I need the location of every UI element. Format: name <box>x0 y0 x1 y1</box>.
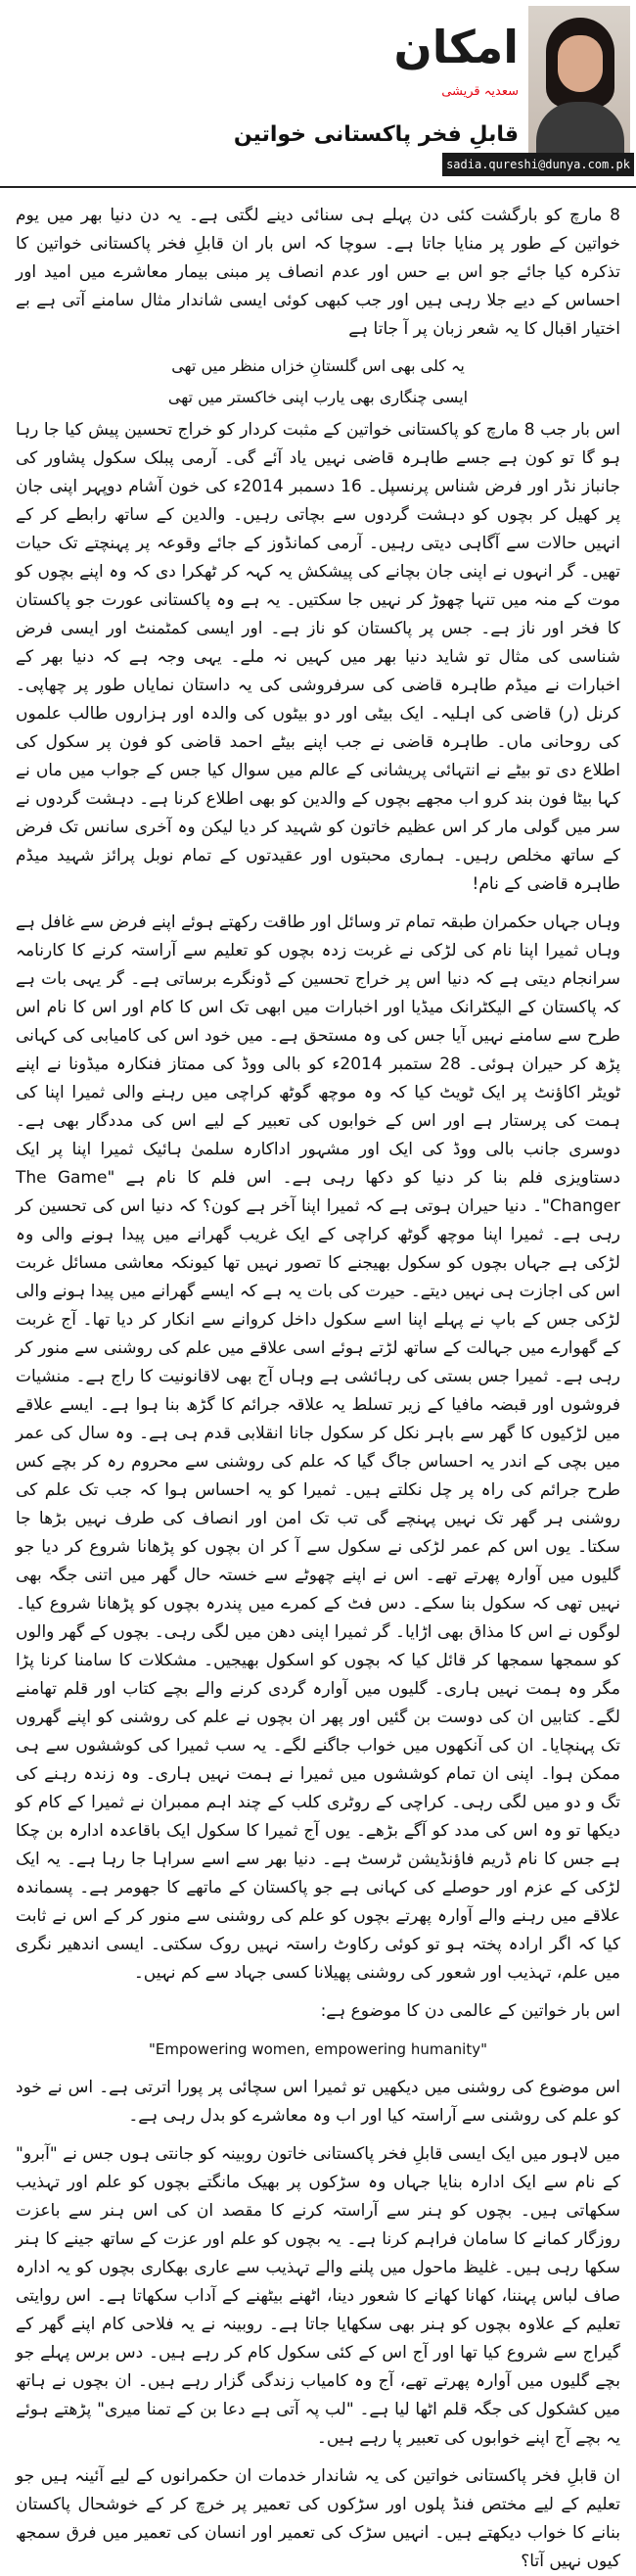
article-body <box>16 202 620 2571</box>
column-header <box>0 0 636 188</box>
author-photo <box>528 6 630 153</box>
author-photo-face <box>558 35 603 92</box>
article-title: قابلِ فخر پاکستانی خواتین <box>233 122 519 147</box>
article-paragraph-7: ان قابلِ فخر پاکستانی خواتین کی یہ شاندار خدمات ان حکمرانوں کے لیے آئینہ ہیں جو تعلیم کے لیے مختص فنڈ پلوں اور سڑکوں کی تعمیر پر خرچ کر کے خوشحال پاکستان بنانے کا خواب دیکھتے ہیں۔ انہیں سڑک کی تعمیر اور انسان کی تعمیر میں فرق سمجھ کیوں نہیں آتا؟ <box>16 2466 620 2571</box>
article-paragraph-6: میں لاہور میں ایک ایسی قابلِ فخر پاکستانی خاتون روبینہ کو جانتی ہوں جس نے "آبرو" کے نام سے ایک ادارہ بنایا جہاں وہ سڑکوں پر بھیک مانگتے بچوں کو علم اور تہذیب سکھاتی ہیں۔ بچوں کو ہنر سے آراستہ کرنے کا مقصد ان کی اس ہنر سے باعزت روزگار کمانے کا سامان فراہم کرنا ہے۔ یہ بچوں کو علم اور عزت کے ساتھ جینے کا ہنر سکھا رہی ہیں۔ غلیظ ماحول میں پلنے والے تہذیب سے عاری بھکاری بچوں کو یہ ادارہ صاف لباس پہننا، کھانا کھانے کا شعور دینا، اٹھنے بیٹھنے کے آداب سکھاتا ہے۔ اس روایتی تعلیم کے علاوہ بچوں کو ہنر بھی سکھایا جاتا ہے۔ روبینہ نے یہ فلاحی کام اپنے گھر کے گیراج سے شروع کیا تھا اور آج اس کے کئی سکول کام کر رہے ہیں۔ دس برس پہلے جو بچے گلیوں میں آوارہ پھرتے تھے، آج وہ کامیاب زندگی گزار رہے ہیں۔ ان بچوں نے ہاتھ میں کشکول کی جگہ قلم اٹھا لیا ہے۔ "لب پہ آتی ہے دعا بن کے تمنا میری" پڑھتے ہوئے یہ بچے آج اپنے خوابوں کی تعبیر پا رہے ہیں۔ <box>16 2144 620 2448</box>
article-paragraph-5: اس موضوع کی روشنی میں دیکھیں تو ثمیرا اس سچائی پر پورا اترتی ہے۔ اس نے خود کو علم کی روشنی سے آراستہ کیا اور اب وہ معاشرے کو بدل رہی ہے۔ <box>16 2078 620 2126</box>
author-name: سعدیہ قریشی <box>441 84 519 99</box>
column-brand: امکان <box>393 21 519 73</box>
article-paragraph-3: وہاں جہاں حکمران طبقہ تمام تر وسائل اور طاقت رکھتے ہوئے اپنے فرض سے غافل ہے وہاں ثمیرا اپنا نام کی لڑکی نے غربت زدہ بچوں کو تعلیم سے آراستہ کرنے کا کارنامہ سرانجام دیتی ہے کہ دنیا اس پر خراج تحسین کے ڈونگرے برساتی ہے۔ گر یہی بات ہے کہ پاکستان کے الیکٹرانک میڈیا اور اخبارات میں ابھی تک اس کا کام اور اس کا نام اس طرح سے سامنے نہیں آیا جس کی وہ مستحق ہے۔ میں خود اس کی کامیابی کی کہانی پڑھ کر حیران ہوئی۔ 28 ستمبر 2014ء کو بالی ووڈ کی ممتاز فنکارہ میڈونا نے اپنے ٹویٹر اکاؤنٹ پر ایک ٹویٹ کیا کہ وہ موچھ گوٹھ کراچی میں رہنے والی ثمیرا اپنا کی ہمت کی پرستار ہے اور اس کے خوابوں کی تعبیر کے لیے اس کی مددگار بھی ہے۔ دوسری جانب بالی ووڈ کی ایک اور مشہور اداکارہ سلمیٰ ہائیک ثمیرا اپنا پر ایک دستاویزی فلم بنا کر دنیا کو دکھا رہی ہے۔ اس فلم کا نام ہے "The Game Changer"۔ دنیا حیران ہوتی ہے کہ ثمیرا اپنا آخر ہے کون؟ کہ دنیا اس کی تحسین کر رہی ہے۔ ثمیرا اپنا موچھ گوٹھ کراچی کے ایک غریب گھرانے میں پیدا ہونے والی وہ لڑکی ہے جہاں بچوں کو سکول بھیجنے کا تصور نہیں تھا کیونکہ معاشی مسائل غربت اس کی اجازت ہی نہیں دیتے۔ حیرت کی بات یہ ہے کہ ایسے گھرانے میں پیدا ہونے والی لڑکی جس کے باپ نے پہلے اپنا اسے سکول داخل کروانے سے انکار کر دیا تھا۔ آج غربت کے گھوارے میں جہالت کے ساتھ لڑتے ہوئے اسی علاقے میں علم کی روشنی سے منور کر رہی ہے۔ ثمیرا جس بستی کی رہائشی ہے وہاں آج بھی لاقانونیت کا راج ہے۔ منشیات فروشوں اور قبضہ مافیا کے زیر تسلط یہ علاقہ جرائم کا گڑھ بنا ہوا ہے۔ ایسے علاقے میں لڑکیوں کا گھر سے باہر نکل کر سکول جانا انقلابی قدم ہی ہے۔ وہ سال کی عمر میں بچی کے اندر یہ احساس جاگ گیا کہ علم کی روشنی سے محروم رہ کر بچے کس طرح جرائم کی راہ پر چل نکلتے ہیں۔ ثمیرا کو یہ احساس ہوا کہ جب تک علم کی روشنی ہر گھر تک نہیں پہنچے گی تب تک امن اور انصاف کی طرف نہیں بڑھا جا سکتا۔ یوں اس کم عمر لڑکی نے سکول سے آ کر ان بچوں کو پڑھانا شروع کر دیا جو گلیوں میں آوارہ پھرتے تھے۔ اس نے اپنے چھوٹے سے خستہ حال گھر میں اتنی جگہ بھی نہیں تھی کہ سکول بنا سکے۔ دس فٹ کے کمرے میں پندرہ بچوں کو پڑھانا شروع کیا۔ لوگوں نے اس کا مذاق بھی اڑایا۔ گر ثمیرا اپنی دھن میں لگی رہی۔ بچوں کے گھر والوں کو سمجھا سمجھا کر قائل کیا کہ بچوں کو اسکول بھیجیں۔ مشکلات کا سامنا کرنا پڑا مگر وہ ہمت نہیں ہاری۔ گلیوں میں آوارہ گردی کرنے والے بچے کتاب اور قلم تھامنے لگے۔ کتابیں ان کی دوست بن گئیں اور پھر ان بچوں نے علم کی روشنی کو اپنے گھروں تک پہنچایا۔ ان کی آنکھوں میں خواب جاگنے لگے۔ یہ سب ثمیرا کی کوششوں سے ہی ممکن ہوا۔ اپنی ان تمام کوششوں میں ثمیرا نے ہمت نہیں ہاری۔ وہ زندہ رہنے کی تگ و دو میں لگی رہی۔ کراچی کے روٹری کلب کے چند اہم ممبران نے ثمیرا کے کام کو دیکھا تو وہ اس کی مدد کو آگے بڑھے۔ یوں آج ثمیرا کا سکول ایک باقاعدہ ادارہ بن چکا ہے جس کا نام ڈریم فاؤنڈیشن ٹرسٹ ہے۔ دنیا بھر سے اسے سراہا جا رہا ہے۔ یہ ایک لڑکی کے عزم اور حوصلے کی کہانی ہے جو پاکستان کے ماتھے کا جھومر ہے۔ پسماندہ علاقے میں رہنے والے آوارہ پھرتے بچوں کو علم کی روشنی سے منور کر کے اس نے ثابت کیا کہ اگر ارادہ پختہ ہو تو کوئی رکاوٹ راستہ نہیں روک سکتی۔ ایسی اندھیر نگری میں علم، تہذیب اور شعور کی روشنی پھیلانا کسی جہاد سے کم نہیں۔ <box>16 913 620 1983</box>
article-paragraph-4: اس بار خواتین کے عالمی دن کا موضوع ہے: <box>320 2001 620 2021</box>
article-paragraph-1: 8 مارچ کو بارگشت کئی دن پہلے ہی سنائی دینے لگتی ہے۔ یہ دن دنیا بھر میں یوم خواتین کے طور پر منایا جاتا ہے۔ سوچا کہ اس بار ان قابلِ فخر پاکستانی خواتین کا تذکرہ کیا جائے جو اس بے حس اور عدم انصاف پر مبنی بیمار معاشرے میں امید اور احساس کے دیے جلا رہی ہیں اور جب کبھی کوئی ایسی شاندار مثال سامنے آتی ہے بے اختیار اقبال کا یہ شعر زبان پر آ جاتا ہے <box>16 206 620 339</box>
poetry-verse-2: ایسی چنگاری بھی یارب اپنی خاکستر میں تھی <box>167 388 469 406</box>
article-paragraph-2: اس بار جب 8 مارچ کو پاکستانی خواتین کے مثبت کردار کو خراج تحسین پیش کیا جا رہا ہو گا تو کون ہے جسے طاہرہ قاضی نہیں یاد آئے گی۔ آرمی پبلک سکول پشاور کی جانباز نڈر اور فرض شناس پرنسپل۔ 16 دسمبر 2014ء کی خون آشام دوپہر اپنی جان پر کھیل کر بچوں کو دہشت گردوں سے بچاتی رہیں۔ والدین کے ساتھ رابطے کر کے انہیں حالات سے آگاہی دیتی رہیں۔ آرمی کمانڈوز کے جائے وقوعہ پر پہنچتے تک حیات تھیں۔ گر انہوں نے اپنی جان بچانے کی پیشکش یہ کہہ کر ٹھکرا دی کہ وہ اپنے بچوں کو موت کے منہ میں تنہا چھوڑ کر نہیں جا سکتیں۔ یہ ہے وہ پاکستانی عورت جو پاکستان کا فخر اور ناز ہے۔ جس پر پاکستان کو ناز ہے۔ اور ایسی کمٹمنٹ اور ایسی فرض شناسی کی مثال تو شاید دنیا بھر میں کہیں نہ ملے۔ یہی وجہ ہے کہ دنیا بھر کے اخبارات نے میڈم طاہرہ قاضی کی سرفروشی کی یہ داستان نمایاں طور پر چھاپی۔ کرنل (ر) قاضی کی اہلیہ۔ ایک بیٹی اور دو بیٹوں کی والدہ اور ہزاروں طالب علموں کی روحانی ماں۔ طاہرہ قاضی نے جب اپنے بیٹے احمد قاضی کو فون پر سکول کی اطلاع دی تو بیٹے نے انتہائی پریشانی کے عالم میں سوال کیا جس کے جواب میں ماں نے کہا بیٹا فون بند کرو اب مجھے بچوں کے والدین کو بھی اطلاع کرنا ہے۔ دہشت گردوں نے سر میں گولی مار کر اس عظیم خاتون کو شہید کر دیا لیکن وہ آخری سانس تک فرض کے ساتھ مخلص رہیں۔ ہماری محبتوں اور عقیدتوں کے تمام نوبل پرائز شہید میڈم طاہرہ قاضی کے نام! <box>16 420 620 894</box>
poetry-verse-1: یہ کلی بھی اس گلستانِ خزاں منظر میں تھی <box>171 356 465 375</box>
english-quote: "Empowering women, empowering humanity" <box>149 2040 487 2058</box>
author-photo-body <box>536 102 624 161</box>
author-email[interactable]: sadia.qureshi@dunya.com.pk <box>442 153 634 176</box>
